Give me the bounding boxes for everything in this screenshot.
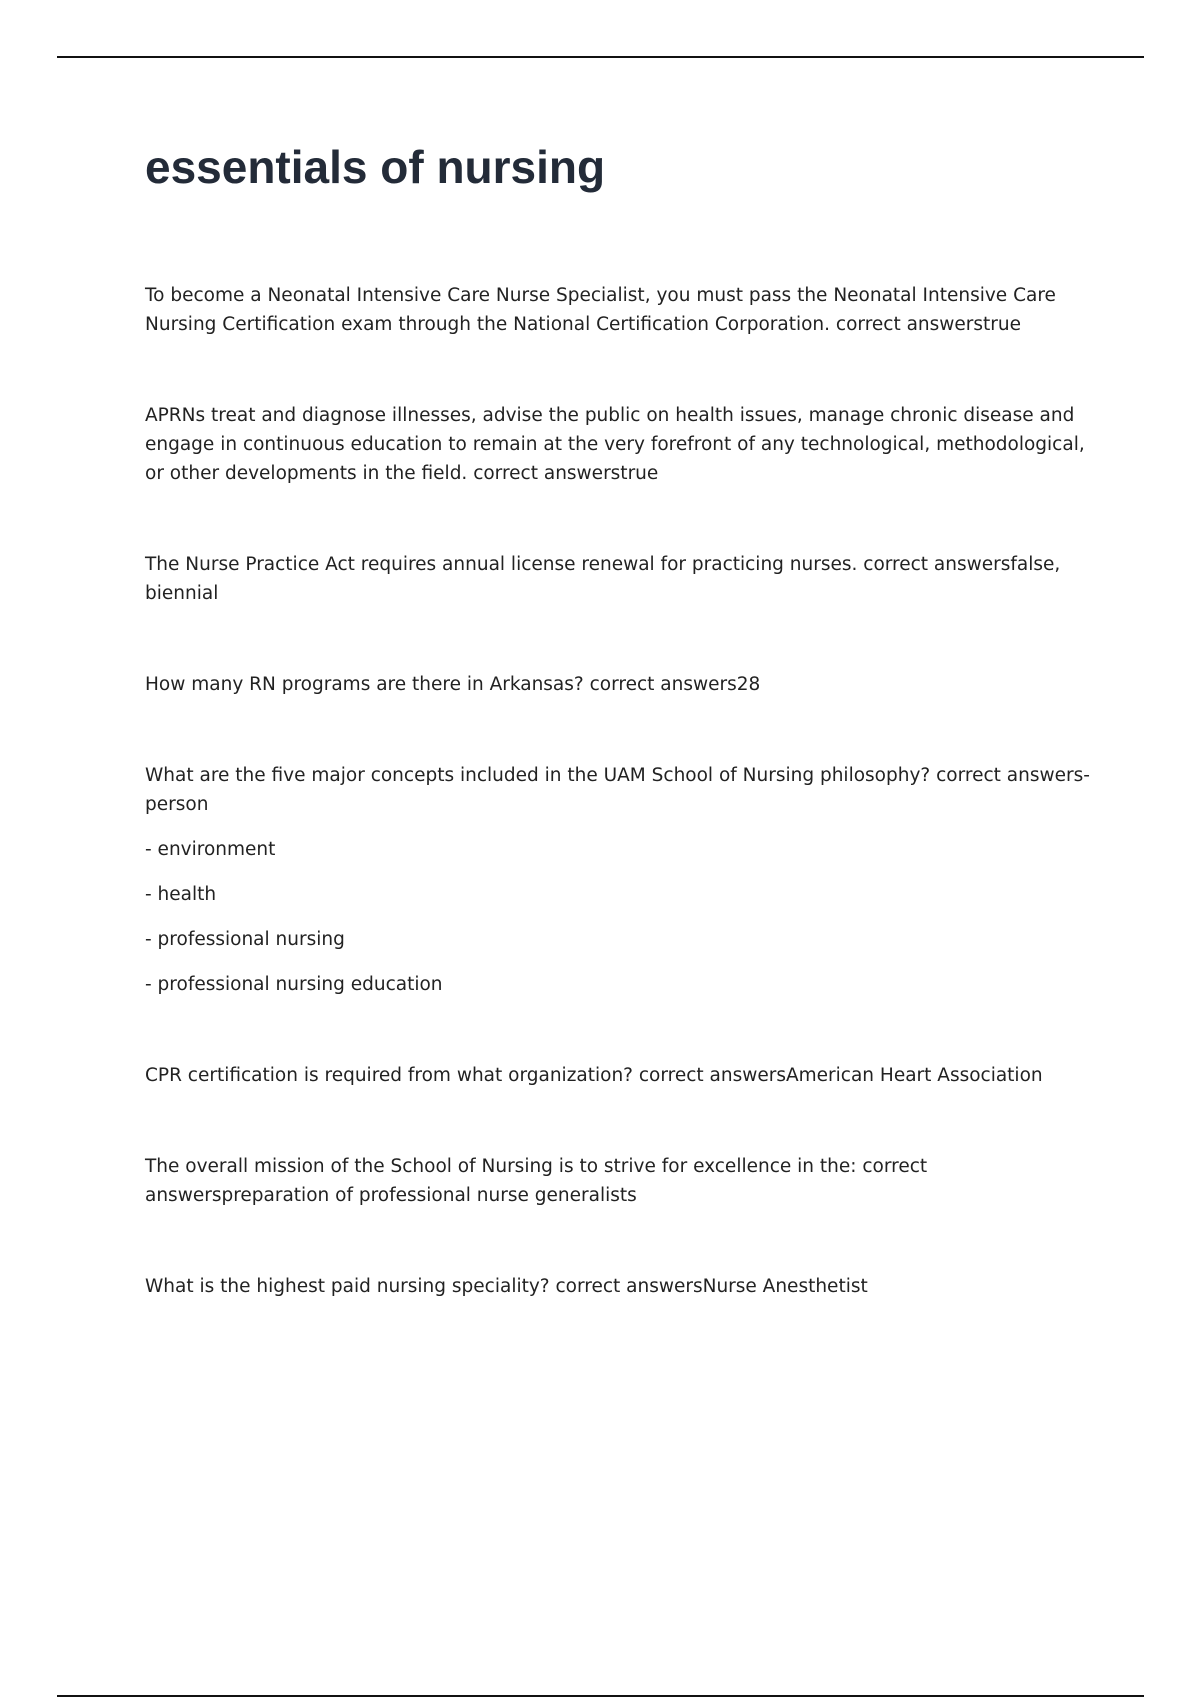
qa-text: How many RN programs are there in Arkansas? correct answers28	[145, 674, 761, 696]
qa-item	[145, 1061, 1095, 1090]
qa-item	[145, 670, 1095, 699]
qa-item	[145, 401, 1095, 488]
qa-text: To become a Neonatal Intensive Care Nurse Specialist, you must pass the Neonatal Intensive Care Nursing Certification exam through the National Certification Corporation. correct answerstrue	[145, 285, 1056, 336]
concept-list-item: - professional nursing education	[145, 974, 443, 996]
document-title: essentials of nursing	[145, 141, 606, 193]
qa-item	[145, 1272, 1095, 1301]
qa-item	[145, 761, 1095, 999]
concept-list-item: - environment	[145, 839, 276, 861]
qa-text: The Nurse Practice Act requires annual license renewal for practicing nurses. correct answersfalse, biennial	[145, 554, 1061, 605]
qa-item	[145, 550, 1095, 608]
qa-item	[145, 1152, 1095, 1210]
document-body	[145, 140, 1095, 1363]
qa-list	[145, 281, 1095, 1301]
concept-list-item: - professional nursing	[145, 929, 345, 951]
concept-list-item: - health	[145, 884, 217, 906]
footer-rule	[57, 1695, 1144, 1697]
qa-text: What is the highest paid nursing speciality? correct answersNurse Anesthetist	[145, 1276, 868, 1298]
qa-text: APRNs treat and diagnose illnesses, advise the public on health issues, manage chronic disease and engage in continuous education to remain at the very forefront of any technological, methodological, or other developments in the field. correct answerstrue	[145, 405, 1085, 485]
qa-text: What are the five major concepts included in the UAM School of Nursing philosophy? correct answers-person	[145, 765, 1090, 816]
header-rule	[57, 56, 1144, 58]
qa-text: CPR certification is required from what organization? correct answersAmerican Heart Association	[145, 1065, 1043, 1087]
qa-item	[145, 281, 1095, 339]
qa-text: The overall mission of the School of Nursing is to strive for excellence in the: correct answerspreparation of professional nurse generalists	[145, 1156, 928, 1207]
